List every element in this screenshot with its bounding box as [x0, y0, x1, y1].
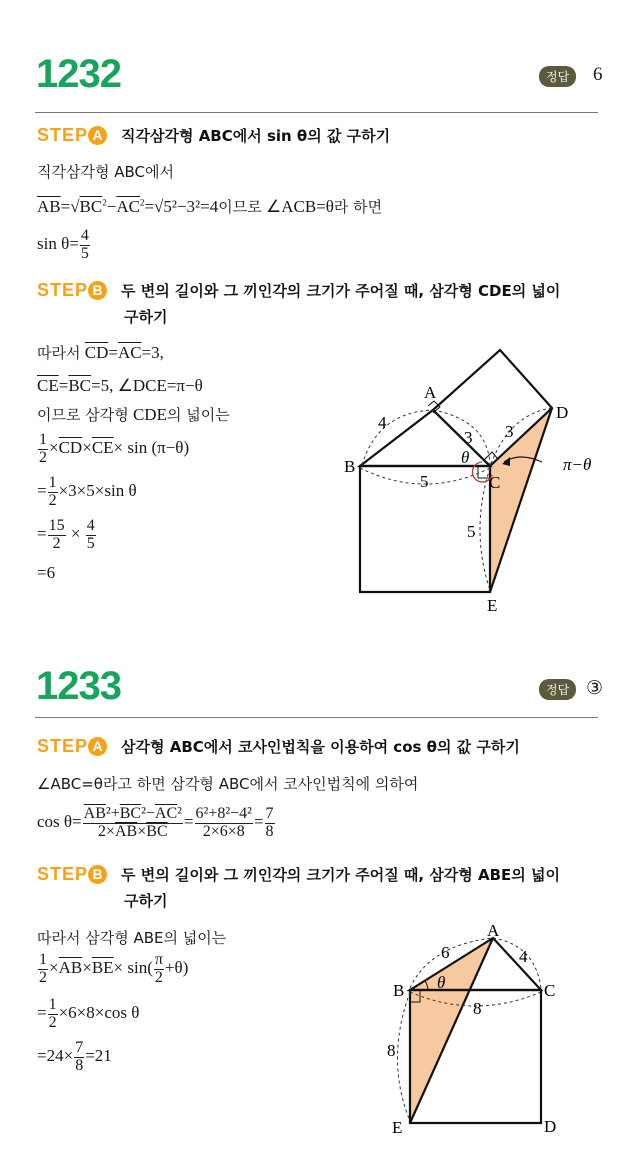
text: $\overline{AB}$	[115, 822, 138, 840]
text: 8	[473, 999, 482, 1018]
text: =	[253, 812, 264, 832]
text: =	[37, 1003, 47, 1023]
text: 4	[519, 947, 528, 966]
text: =24×	[37, 1046, 74, 1066]
text: CDE	[132, 405, 167, 424]
text: 15	[48, 517, 65, 534]
text: =	[183, 812, 194, 832]
text-line: ∠ABC=θ라고 하면 삼각형 ABC에서 코사인법칙에 의하여	[37, 775, 419, 793]
text-line: 직각삼각형 ABC에서	[37, 163, 174, 181]
text: $\overline{AB}$	[83, 805, 106, 822]
text: $\overline{BC}$	[119, 805, 142, 822]
text: 5	[467, 522, 476, 541]
text: ×	[49, 438, 59, 458]
text: 1	[48, 996, 57, 1013]
op: =√5²−3²=4	[144, 197, 219, 216]
text: ²	[177, 805, 182, 822]
text: ×	[137, 822, 147, 840]
text: C	[489, 473, 501, 492]
step-title: 두 변의 길이와 그 끼인각의 크기가 주어질 때, 삼각형 CDE의 넓이	[121, 282, 561, 300]
text: cos θ=	[37, 812, 82, 832]
segment: BC	[79, 197, 103, 216]
answer-badge: 정답	[539, 679, 576, 700]
text: 1	[39, 431, 47, 448]
text: $\overline{BC}$	[68, 376, 92, 395]
text: B	[344, 457, 356, 476]
segment: $\overline{AC}$	[116, 197, 140, 216]
text: 6²+8²−4²	[195, 805, 252, 822]
text: A	[88, 737, 107, 756]
math-line: $\overline{AB}=√BC^2-\overline{AC}^2=√5^2-3^2=4$이므로 ∠ACB=θ라 하면	[37, 197, 383, 216]
text: 2	[52, 534, 61, 552]
text: 5	[420, 472, 429, 491]
text: =5, ∠DCE=π−θ	[91, 376, 203, 395]
text: $\overline{CD}$	[84, 343, 109, 362]
text: A	[487, 921, 500, 940]
text: D	[544, 1117, 557, 1136]
step-title-cont: 구하기	[124, 892, 168, 910]
text: 2	[154, 968, 163, 986]
text: =	[37, 524, 47, 544]
text: 7	[265, 805, 274, 822]
text: STEP	[37, 864, 89, 884]
text: 5	[86, 534, 95, 552]
text: ×	[49, 958, 59, 978]
text: π−θ	[563, 455, 592, 474]
text: =3,	[141, 343, 164, 362]
text: ×	[82, 438, 92, 458]
answer-badge: 정답	[539, 66, 576, 87]
text: 2	[39, 968, 47, 986]
step-title: 두 변의 길이와 그 끼인각의 크기가 주어질 때, 삼각형 ABE의 넓이	[121, 866, 560, 884]
text: 7	[75, 1039, 84, 1056]
text: $\overline{BE}$	[91, 958, 114, 978]
text: 2	[48, 491, 57, 509]
text: 8	[387, 1041, 396, 1060]
step-b-heading	[37, 864, 560, 885]
op: =√	[60, 197, 80, 216]
math: ∠ACB=θ	[265, 197, 334, 216]
text: 8	[75, 1056, 84, 1074]
text: ²−	[141, 805, 155, 822]
text: =	[108, 343, 118, 362]
text: $\overline{AB}$	[58, 958, 83, 978]
text: 4	[86, 517, 95, 534]
problem-number: 1233	[36, 664, 121, 708]
text: θ	[461, 448, 470, 467]
text: 2	[48, 1013, 57, 1031]
step-title-cont: 구하기	[124, 308, 168, 326]
step-title: 삼각형 ABC에서 코사인법칙을 이용하여 cos θ의 값 구하기	[121, 738, 520, 756]
text: ×6×8×cos θ	[58, 1003, 140, 1023]
text: B	[88, 865, 107, 884]
text: $\overline{CD}$	[58, 438, 83, 458]
text: × sin (π−θ)	[113, 438, 190, 458]
step-letter: A	[88, 126, 107, 145]
text: 의 넓이는	[166, 406, 230, 424]
step-label: STEP	[37, 125, 89, 145]
step-label: STEP	[37, 280, 89, 300]
text: ×	[82, 958, 92, 978]
text: D	[556, 403, 569, 422]
text: 1	[39, 951, 47, 968]
text: 2×	[97, 822, 115, 840]
text: =	[37, 481, 47, 501]
text: 3	[464, 428, 473, 447]
text: =	[58, 376, 69, 395]
text: 따라서	[37, 344, 81, 362]
segment: $\overline{AB}$	[37, 197, 61, 216]
text: $\overline{CE}$	[37, 376, 59, 395]
text: ×	[70, 524, 81, 544]
text: ²+	[105, 805, 120, 822]
text: $\overline{AC}$	[154, 805, 178, 822]
text: 5	[80, 244, 89, 262]
answer-value: 6	[593, 64, 603, 85]
text: $\overline{AC}$	[117, 343, 142, 362]
math-line	[37, 806, 276, 841]
text: π	[154, 951, 163, 968]
text: $\overline{BC}$	[146, 822, 168, 840]
text: 4	[378, 413, 387, 432]
text: 6	[441, 943, 450, 962]
text: E	[487, 596, 498, 615]
text: 8	[265, 822, 274, 840]
answer-value: ③	[586, 678, 604, 699]
text: 2×6×8	[202, 822, 245, 840]
text: C	[544, 981, 556, 1000]
step-title: 직각삼각형 ABC에서 sin θ의 값 구하기	[121, 127, 391, 145]
text: 라 하면	[333, 198, 383, 216]
text: θ	[437, 973, 446, 992]
text: 이므로 삼각형	[37, 406, 129, 424]
op: −	[106, 197, 117, 216]
text: × sin(	[113, 958, 153, 978]
text: B	[393, 981, 405, 1000]
step-letter: B	[88, 281, 107, 300]
divider	[35, 717, 598, 718]
text: =21	[85, 1046, 112, 1066]
text-line: 따라서 삼각형 ABE의 넓이는	[37, 929, 227, 947]
math: sin θ=	[37, 234, 79, 254]
text: E	[392, 1118, 403, 1137]
text: 이므로	[218, 198, 262, 216]
text: STEP	[37, 736, 89, 756]
math-line: =6	[37, 563, 56, 582]
step-a-heading	[37, 736, 520, 757]
problem-number: 1232	[36, 52, 121, 96]
text: 1	[48, 474, 57, 491]
text: +θ)	[164, 958, 189, 978]
text: A	[424, 383, 437, 402]
text: 4	[80, 227, 89, 244]
text: $\overline{CE}$	[91, 438, 114, 458]
figure-1233	[0, 900, 617, 1176]
text: 3	[505, 422, 514, 441]
text: 2	[39, 448, 47, 466]
text: ×3×5×sin θ	[58, 481, 137, 501]
